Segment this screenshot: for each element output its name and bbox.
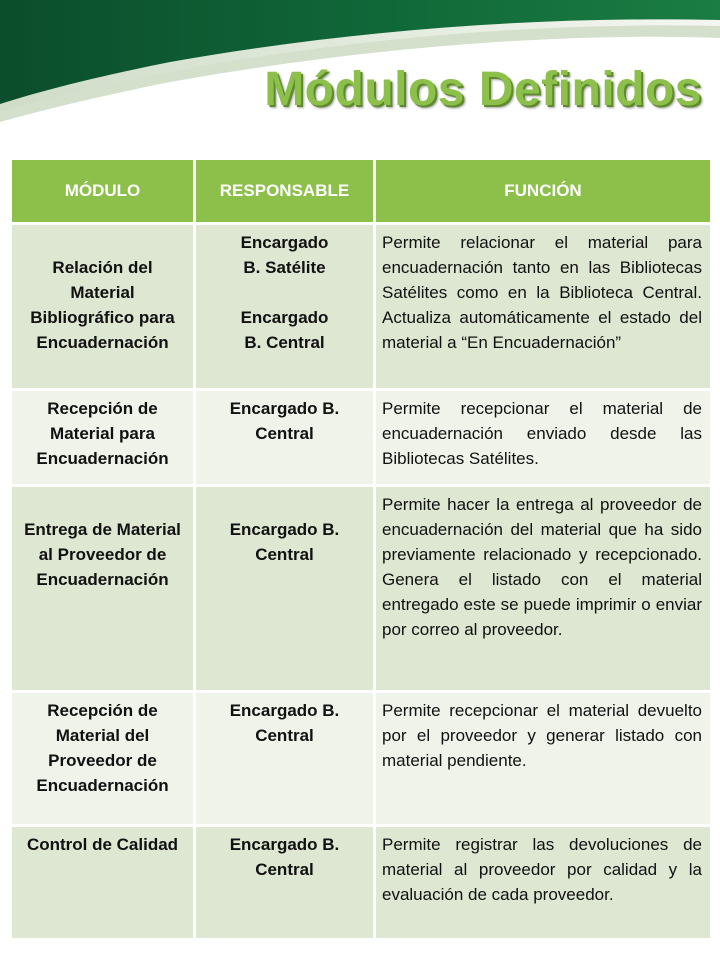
responsible-cell: Encargado B. Central (196, 693, 376, 827)
responsible-cell: Encargado B. Central (196, 827, 376, 941)
function-cell: Permite recepcionar el material de encuadernación enviado desde las Bibliotecas Satélites. (376, 391, 710, 487)
responsible-cell: Encargado B. Central (196, 487, 376, 693)
module-cell: Relación del Material Bibliográfico para Encuadernación (12, 225, 196, 391)
table-row (12, 827, 710, 941)
table-row (12, 487, 710, 693)
modules-table (12, 160, 710, 941)
function-cell: Permite recepcionar el material devuelto por el proveedor y generar listado con material pendiente. (376, 693, 710, 827)
page-title: Módulos Definidos (264, 63, 702, 116)
column-header-responsible: RESPONSABLE (196, 160, 376, 225)
function-cell: Permite hacer la entrega al proveedor de encuadernación del material que ha sido previamente relacionado y recepcionado. Genera el listado con el material entregado este se puede imprimir o enviar por correo al proveedor. (376, 487, 710, 693)
responsible-line: B. Satélite (243, 258, 326, 277)
function-cell: Permite relacionar el material para encuadernación tanto en las Bibliotecas Satélites como en la Biblioteca Central. Actualiza automáticamente el estado del material a “En Encuadernación” (376, 225, 710, 391)
module-cell: Control de Calidad (12, 827, 196, 941)
table-row (12, 391, 710, 487)
table-header-row (12, 160, 710, 225)
responsible-line: Encargado (240, 233, 329, 252)
function-cell: Permite registrar las devoluciones de material al proveedor por calidad y la evaluación de cada proveedor. (376, 827, 710, 941)
module-cell: Entrega de Material al Proveedor de Encuadernación (12, 487, 196, 693)
responsible-spacer (202, 280, 367, 305)
column-header-function: FUNCIÓN (376, 160, 710, 225)
responsible-cell: Encargado B. Central (196, 391, 376, 487)
table-row (12, 225, 710, 391)
column-header-module: MÓDULO (12, 160, 196, 225)
responsible-line: B. Central (244, 333, 325, 352)
responsible-cell (196, 225, 376, 391)
module-cell: Recepción de Material para Encuadernación (12, 391, 196, 487)
responsible-line: Encargado (240, 308, 329, 327)
table-row (12, 693, 710, 827)
module-cell: Recepción de Material del Proveedor de Encuadernación (12, 693, 196, 827)
